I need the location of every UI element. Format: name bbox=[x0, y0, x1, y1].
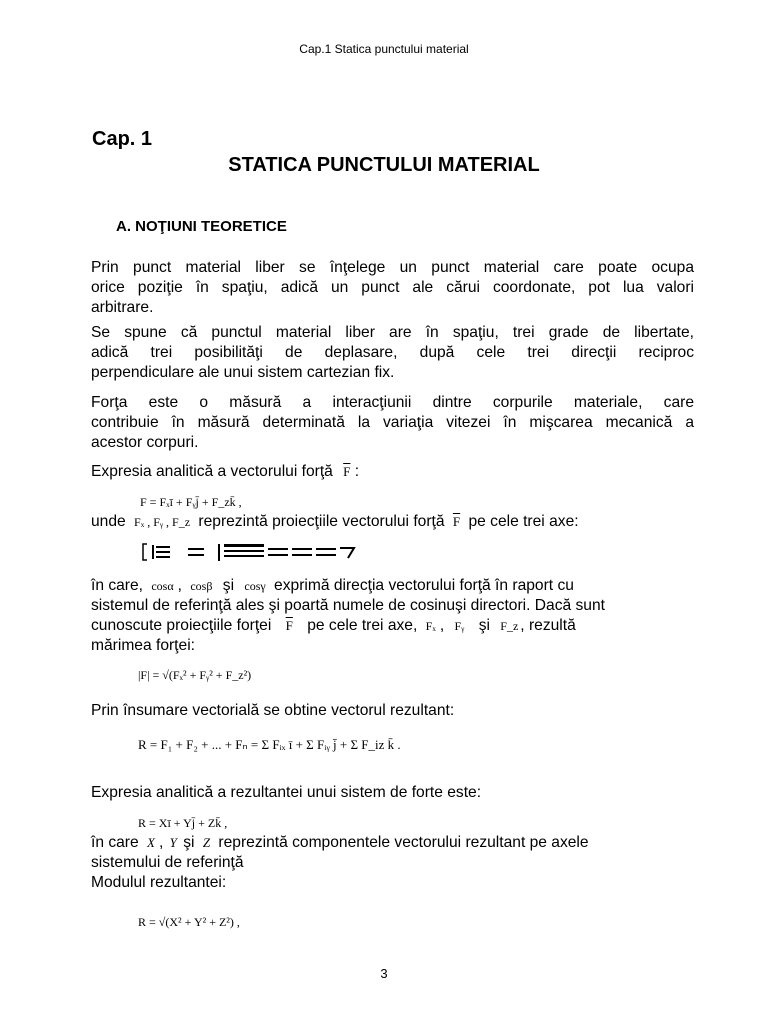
equation-resultant-components: R = Xī + Yj̄ + Zk̄ , bbox=[138, 816, 228, 830]
chapter-title: STATICA PUNCTULUI MATERIAL bbox=[228, 154, 540, 176]
garbled-equation-image bbox=[140, 540, 362, 564]
resultant-components-line: în care X , Y şi Z reprezintă componentele vectorului rezultant pe axele bbox=[91, 834, 589, 851]
page-number: 3 bbox=[380, 966, 388, 981]
cosines-line-4: mărimea forţei: bbox=[91, 637, 195, 654]
equation-resultant-modulus: R = √(X² + Y² + Z²) , bbox=[138, 915, 240, 929]
paragraph-definition: Prin punct material liber se înţelege un punct material care poate ocupa orice poziţie în spaţiu, adică un punct ale cărui coordonate, pot lua valori arbitrare. bbox=[91, 259, 694, 316]
cosines-line-2: sistemul de referinţă ales şi poartă numele de cosinuşi directori. Dacă sunt bbox=[91, 597, 605, 614]
equation-resultant-sum: R = F₁ + F₂ + ... + Fₙ = Σ Fᵢₓ ī + Σ Fᵢᵧ j̄ + Σ F_iz k̄ . bbox=[138, 737, 401, 752]
equation-force-magnitude: |F| = √(Fₓ² + Fᵧ² + F_z²) bbox=[138, 668, 252, 682]
vector-F-symbol: $\overline{F}$ bbox=[343, 464, 351, 479]
running-header: Cap.1 Statica punctului material bbox=[299, 42, 469, 56]
projections-line: unde Fₓ , Fᵧ , F_z reprezintă proiecţiile vectorului forţă $\overline{F}$ pe cele trei axe: bbox=[91, 513, 579, 530]
section-heading: A. NOŢIUNI TEORETICE bbox=[116, 218, 287, 235]
resultant-components-line-2: sistemului de referinţă bbox=[91, 854, 244, 871]
equation-force-components: F = Fₓī + Fᵧj̄ + F_zk̄ , bbox=[140, 495, 242, 509]
force-expression-intro: Expresia analitică a vectorului forţă $\overline{F}$ : bbox=[91, 463, 360, 480]
resultant-analytic-intro: Expresia analitică a rezultantei unui sistem de forte este: bbox=[91, 784, 482, 801]
chapter-label: Cap. 1 bbox=[92, 128, 153, 150]
paragraph-degrees-of-freedom: Se spune că punctul material liber are în spaţiu, trei grade de libertate, adică trei posibilităţi de deplasare, după cele trei direcţii reciproc perpendiculare ale unui sistem cartezian fix. bbox=[91, 324, 694, 381]
resultant-modulus-label: Modulul rezultantei: bbox=[91, 874, 227, 891]
paragraph-force: Forţa este o măsură a interacţiunii dintre corpurile materiale, care contribuie în măsură determinată la variaţia vitezei în mişcarea mecanică a acestor corpuri. bbox=[91, 394, 694, 451]
direction-cosines-line: în care, cosα , cosβ şi cosγ exprimă direcţia vectorului forţă în raport cu bbox=[91, 577, 574, 594]
resultant-intro: Prin însumare vectorială se obtine vectorul rezultant: bbox=[91, 702, 455, 719]
cosines-line-3: cunoscute proiecţiile forţei $\overline{F}$ pe cele trei axe, Fₓ , Fᵧ şi F_z , rezultă bbox=[91, 617, 576, 634]
